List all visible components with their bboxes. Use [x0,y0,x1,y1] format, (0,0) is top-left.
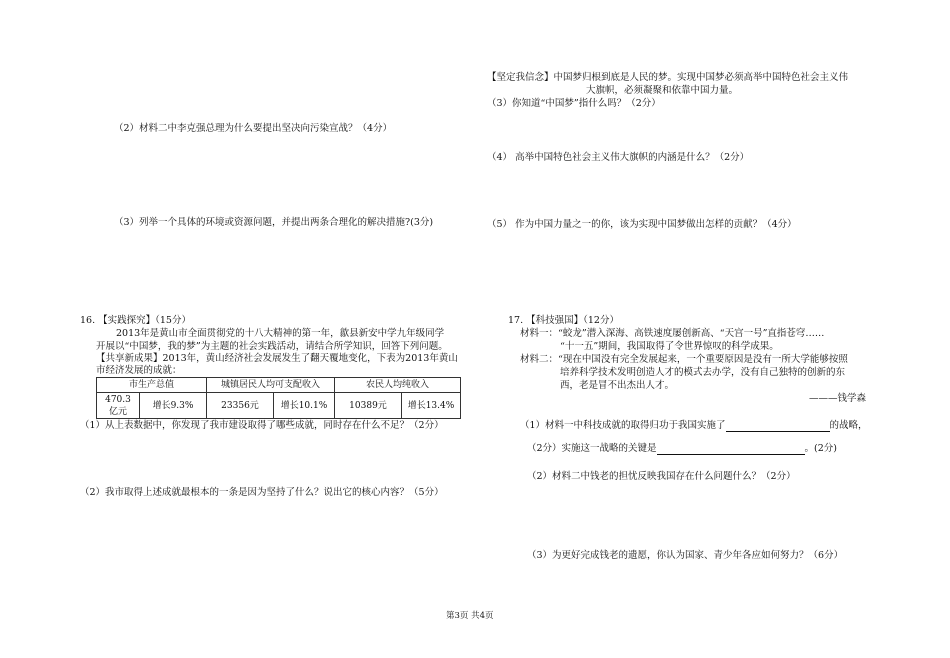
rural-growth: 增长13.4% [402,393,461,419]
gdp-value: 470.3 [105,394,131,405]
question-16-intro-line1: 2013年是黄山市全面贯彻党的十八大精神的第一年，歙县新安中学九年级同学 [116,328,445,339]
table-header-rural: 农民人均纯收入 [335,378,461,393]
author-signature: ———钱学森 [809,393,867,404]
gdp-unit: 亿元 [108,406,127,417]
urban-growth: 增长10.1% [274,393,335,419]
material-1-line2: “十一五”期间，我国取得了令世界惊叹的科学成果。 [560,341,779,352]
question-17-3: （3）为更好完成钱老的遗愿，你认为国家、青少年各应如何努力？（6分） [527,550,844,561]
page-footer: 第3页 共4页 [446,611,494,621]
question-16-2: （2）我市取得上述成就最根本的一条是因为坚持了什么？说出它的核心内容？（5分） [80,487,444,498]
question-5-right: （5） 作为中国力量之一的你，该为实现中国梦做出怎样的贡献？（4分） [487,219,797,230]
urban-value: 23356元 [207,393,274,419]
question-3-left: （3）列举一个具体的环境或资源问题，并提出两条合理化的解决措施?(3分) [114,217,434,228]
question-17-1-score-text: （2分）实施这一战略的关键是 [527,443,657,454]
material-1-line1: 材料一：“蛟龙”潜入深海、高铁速度屡创新高、“天宫一号”直指苍穹…… [520,328,825,339]
rural-value: 10389元 [335,393,402,419]
table-header-gdp: 市生产总值 [97,378,207,393]
question-16-1: （1）从上表数据中，你发现了我市建设取得了哪些成就，同时存在什么不足？（2分） [80,420,444,431]
table-header-urban: 城镇居民人均可支配收入 [207,378,335,393]
gdp-growth: 增长9.3% [140,393,207,419]
question-2-left: （2）材料二中李克强总理为什么要提出坚决向污染宣战？（4分） [114,123,393,134]
belief-line1 [487,71,848,84]
gdp-value-cell [97,393,140,419]
answer-blank-key[interactable] [657,444,805,455]
question-16-title: 16. 【实践探究】（15分） [80,315,191,326]
material-2-line3: 西，老是冒不出杰出人才。 [560,380,675,391]
question-16-sub-line2: 市经济发展的成就： [96,365,182,376]
question-16-sub-line1: 【共享新成果】2013年，黄山经济社会发展发生了翻天覆地变化，下表为2013年黄山 [96,353,458,364]
table-header-row [97,378,461,393]
question-17-1-line1 [520,419,868,432]
question-17-1-text-end: 的战略， [829,420,868,431]
question-17-1-end: 。(2分) [804,443,838,454]
question-3-right: （3）你知道“中国梦”指什么吗？（2分） [487,98,661,109]
question-17-1-line2 [527,442,837,455]
answer-blank-strategy[interactable] [726,421,830,432]
belief-text-line2: 大旗帜，必须凝聚和依靠中国力量。 [586,85,739,96]
question-4-right: （4） 高举中国特色社会主义伟大旗帜的内涵是什么？（2分） [487,152,750,163]
belief-text-line1: 中国梦归根到底是人民的梦。实现中国梦必须高举中国特色社会主义伟 [553,72,849,83]
material-2-line2: 培养科学技术发明创造人才的模式去办学，没有自己独特的创新的东 [560,367,846,378]
economy-table [96,377,461,419]
table-row [97,393,461,419]
question-16-intro-line2: 开展以“中国梦，我的梦”为主题的社会实践活动，请结合所学知识，回答下列问题。 [96,341,448,352]
belief-label: 【坚定我信念】 [487,72,554,83]
material-2-line1: 材料二：“现在中国没有完全发展起来，一个重要原因是没有一所大学能够按照 [520,354,848,365]
question-17-1-text: （1）材料一中科技成就的取得归功于我国实施了 [520,420,726,431]
question-17-2: （2）材料二中钱老的担忧反映我国存在什么问题什么？（2分） [527,471,796,482]
question-17-title: 17. 【科技强国】（12分） [508,315,619,326]
